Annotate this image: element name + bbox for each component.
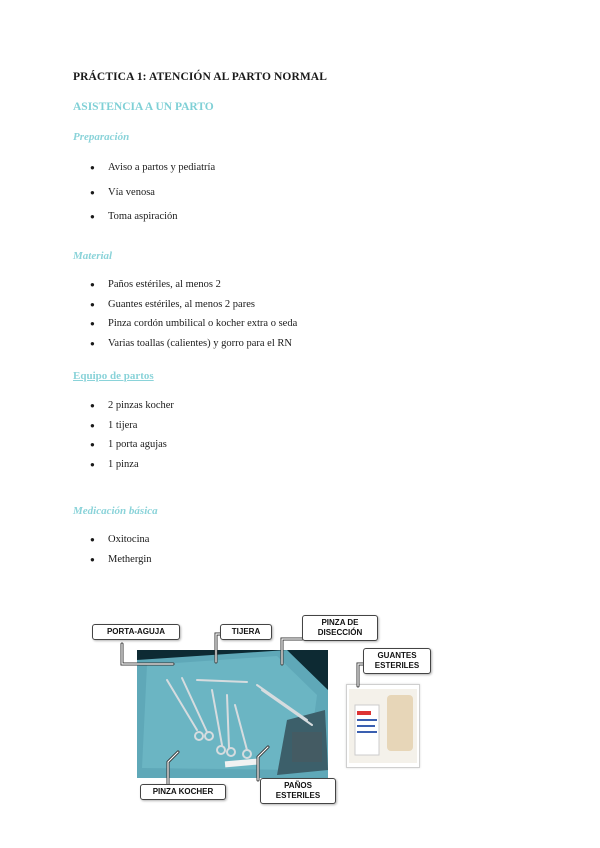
equipo-list [90, 399, 174, 477]
list-item: ● Guantes estériles, al menos 2 pares [90, 298, 297, 318]
guantes-label: GUANTES ESTERILES [363, 648, 431, 674]
page-title: PRÁCTICA 1: ATENCIÓN AL PARTO NORMAL [73, 71, 327, 83]
list-item: ● 1 pinza [90, 458, 174, 478]
panos-label: PAÑOS ESTERILES [260, 778, 336, 804]
material-heading: Material [73, 250, 113, 262]
section-heading: ASISTENCIA A UN PARTO [73, 101, 214, 113]
preparacion-heading: Preparación [73, 131, 130, 143]
medicacion-heading: Medicación básica [73, 505, 158, 517]
list-item: ● Methergin [90, 553, 152, 573]
porta-aguja-label: PORTA-AGUJA [92, 624, 180, 640]
list-item: ● Toma aspiración [90, 210, 215, 235]
instruments-figure [88, 612, 448, 812]
list-item: ● Aviso a partos y pediatría [90, 161, 215, 186]
preparacion-list [90, 161, 215, 235]
list-item: ● Varias toallas (calientes) y gorro para el RN [90, 337, 297, 357]
list-item: ● Oxitocina [90, 533, 152, 553]
list-item: ● 1 tijera [90, 419, 174, 439]
tijera-label: TIJERA [220, 624, 272, 640]
list-item: ● Vía venosa [90, 186, 215, 211]
material-list [90, 278, 297, 356]
pinza-diseccion-label: PINZA DE DISECCIÓN [302, 615, 378, 641]
list-item: ● 2 pinzas kocher [90, 399, 174, 419]
equipo-heading: Equipo de partos [73, 370, 154, 382]
list-item: ● Pinza cordón umbilical o kocher extra o seda [90, 317, 297, 337]
pinza-kocher-label: PINZA KOCHER [140, 784, 226, 800]
list-item: ● Paños estériles, al menos 2 [90, 278, 297, 298]
medicacion-list [90, 533, 152, 572]
list-item: ● 1 porta agujas [90, 438, 174, 458]
